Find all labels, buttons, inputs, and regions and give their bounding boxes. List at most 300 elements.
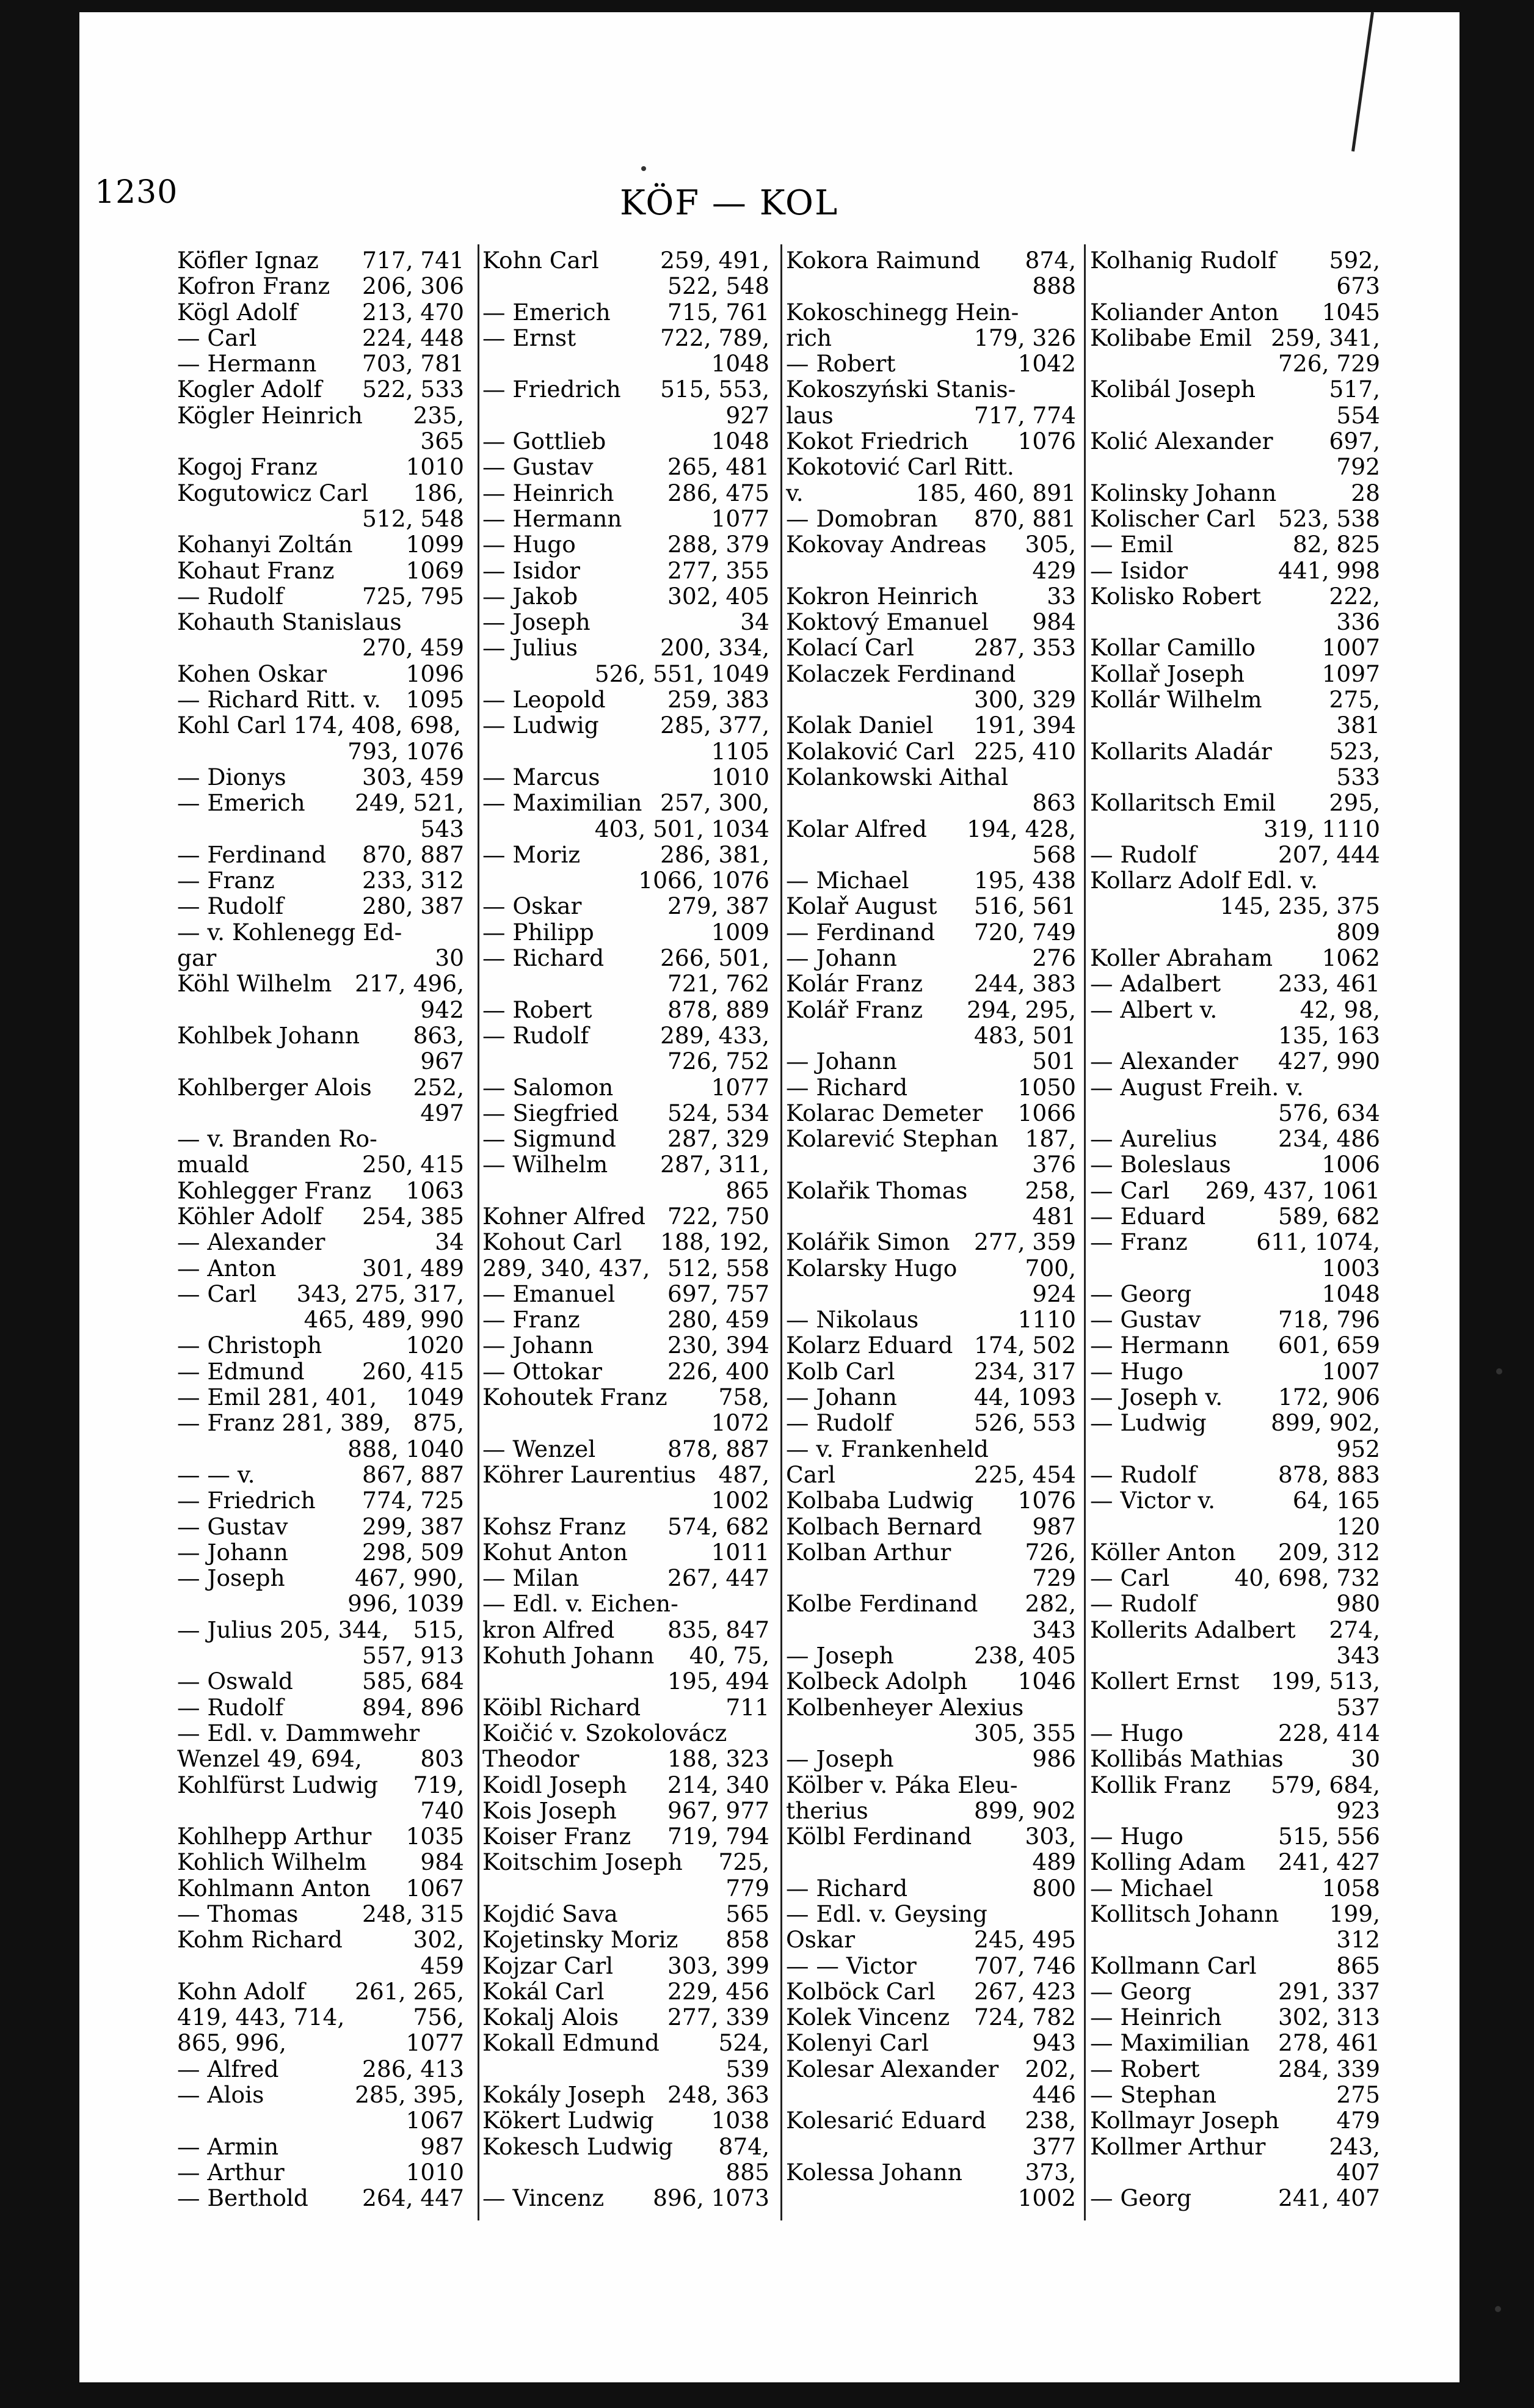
entry-name: Kolić Alexander [1090, 428, 1273, 455]
index-entry [177, 1410, 464, 1436]
entry-pages: 874, [1025, 247, 1076, 274]
speck [641, 166, 646, 171]
index-entry [482, 2004, 769, 2030]
index-entry [482, 480, 769, 506]
entry-name: — Rudolf [1090, 1461, 1197, 1488]
index-entry [177, 1229, 464, 1255]
index-entry [177, 1307, 464, 1332]
index-entry [1090, 2185, 1380, 2211]
index-entry [1090, 1823, 1380, 1849]
entry-pages: 295, [1329, 789, 1380, 817]
index-entry [177, 1100, 464, 1126]
index-entry [786, 1849, 1076, 1875]
entry-pages: 172, 906 [1278, 1384, 1380, 1411]
index-entry [1090, 893, 1380, 919]
entry-pages: 1062 [1321, 944, 1380, 972]
entry-name: — Rudolf [786, 1409, 893, 1437]
entry-name: Kokoschinegg Hein- [786, 298, 1019, 326]
entry-name: — Wilhelm [482, 1151, 608, 1178]
entry-name: Kollař Joseph [1090, 660, 1245, 687]
index-entry [482, 1695, 769, 1720]
index-entry [482, 1023, 769, 1048]
entry-pages: 894, 896 [362, 1693, 464, 1721]
index-entry [1090, 299, 1380, 325]
entry-name: gar [177, 944, 217, 972]
entry-name: Kogutowicz Carl [177, 479, 369, 506]
entry-name: — Hugo [1090, 1357, 1183, 1385]
entry-name: Kokály Joseph [482, 2081, 645, 2109]
index-entry [1090, 919, 1380, 945]
entry-name: Kogoj Franz [177, 453, 318, 481]
entry-pages: 185, 460, 891 [915, 479, 1076, 506]
index-entry [177, 842, 464, 867]
entry-name: Kohauth Stanislaus [177, 608, 402, 636]
index-entry [482, 1462, 769, 1487]
index-entry [177, 454, 464, 480]
index-entry [786, 1720, 1076, 1746]
entry-pages: 303, 459 [362, 763, 464, 790]
index-entry [177, 376, 464, 402]
index-entry [786, 247, 1076, 273]
entry-name: 865, 996, [177, 2029, 286, 2057]
entry-name: Kojzar Carl [482, 1952, 614, 1979]
index-entry [177, 1048, 464, 1074]
index-entry [177, 273, 464, 299]
index-entry [177, 1979, 464, 2004]
entry-name: — Alexander [1090, 1048, 1238, 1075]
index-entry [177, 531, 464, 557]
entry-name: Kollaritsch Emil [1090, 789, 1276, 817]
index-entry [1090, 1668, 1380, 1694]
page-edge-line [1351, 12, 1374, 151]
entry-pages: 407 [1336, 2158, 1380, 2186]
entry-name: — Johann [786, 1384, 897, 1411]
entry-name: — v. Branden Ro- [177, 1125, 377, 1153]
index-entry [177, 480, 464, 506]
index-entry [482, 919, 769, 945]
index-entry [1090, 609, 1380, 635]
index-entry [177, 506, 464, 531]
index-entry [177, 2004, 464, 2030]
index-entry [482, 1359, 769, 1384]
entry-pages: 875, [413, 1409, 464, 1437]
entry-name: — Maximilian [1090, 2029, 1250, 2057]
index-entry [1090, 1565, 1380, 1591]
index-entry [482, 2082, 769, 2107]
entry-pages: 943 [1032, 2029, 1076, 2057]
index-entry [1090, 1023, 1380, 1048]
entry-pages: 984 [1032, 608, 1076, 636]
entry-name: — Wenzel [482, 1435, 596, 1462]
index-entry [786, 2082, 1076, 2107]
entry-pages: 1095 [405, 686, 464, 713]
entry-name: Kolarsky Hugo [786, 1254, 958, 1282]
entry-pages: 888 [1032, 272, 1076, 300]
index-entry [786, 531, 1076, 557]
index-entry [786, 790, 1076, 815]
index-entry [177, 1953, 464, 1979]
entry-name: Koktový Emanuel [786, 608, 989, 636]
entry-pages: 1063 [405, 1177, 464, 1204]
index-entry [1090, 1462, 1380, 1487]
entry-name: — Philipp [482, 918, 594, 946]
entry-pages: 1007 [1321, 1357, 1380, 1385]
entry-name: — Franz [482, 1306, 580, 1334]
index-entry [1090, 1695, 1380, 1720]
entry-pages: 365 [420, 428, 464, 455]
entry-pages: 286, 413 [362, 2055, 464, 2082]
entry-pages: 228, 414 [1278, 1719, 1380, 1746]
entry-pages: 497 [420, 1099, 464, 1126]
entry-name: — Alfred [177, 2055, 279, 2082]
entry-name: Kokesch Ludwig [482, 2133, 673, 2160]
entry-pages: 287, 311, [660, 1151, 769, 1178]
index-entry [786, 997, 1076, 1023]
entry-pages: 1076 [1017, 1487, 1076, 1514]
entry-pages: 287, 329 [667, 1125, 769, 1153]
index-entry [1090, 2030, 1380, 2056]
index-entry [1090, 506, 1380, 531]
entry-pages: 373, [1025, 2158, 1076, 2186]
entry-name: Kojetinsky Moriz [482, 1926, 678, 1954]
index-entry [786, 351, 1076, 376]
entry-pages: 489 [1032, 1848, 1076, 1876]
entry-name: — Richard [482, 944, 605, 972]
entry-pages: 287, 353 [974, 634, 1076, 662]
index-entry [786, 893, 1076, 919]
entry-name: — Richard [786, 1073, 908, 1101]
index-entry [482, 609, 769, 635]
index-entry [786, 661, 1076, 687]
entry-pages: 282, [1025, 1590, 1076, 1618]
entry-name: Kokalj Alois [482, 2004, 619, 2031]
index-entry [1090, 273, 1380, 299]
entry-name: Kolenyi Carl [786, 2029, 929, 2057]
entry-name: Theodor [482, 1745, 580, 1773]
entry-pages: 1105 [711, 737, 769, 765]
index-entry [177, 609, 464, 635]
entry-name: — Maximilian [482, 789, 642, 817]
entry-pages: 800 [1032, 1874, 1076, 1902]
index-entry [482, 1953, 769, 1979]
index-entry [482, 712, 769, 738]
entry-pages: 899, 902, [1271, 1409, 1380, 1437]
entry-pages: 1007 [1321, 634, 1380, 662]
entry-name: — Joseph [786, 1745, 894, 1773]
entry-name: — v. Frankenheld [786, 1435, 989, 1462]
index-entry [1090, 635, 1380, 660]
entry-pages: 376 [1032, 1151, 1076, 1178]
entry-pages: 191, 394 [974, 712, 1076, 739]
index-entry [786, 1514, 1076, 1539]
index-column-1 [177, 247, 464, 2217]
index-entry [177, 1384, 464, 1410]
index-entry [482, 1668, 769, 1694]
index-entry [1090, 687, 1380, 712]
entry-pages: 721, 762 [667, 970, 769, 998]
entry-pages: 1003 [1321, 1254, 1380, 1282]
entry-pages: 120 [1336, 1512, 1380, 1540]
entry-pages: 809 [1336, 918, 1380, 946]
entry-name: — — v. [177, 1461, 255, 1488]
index-entry [482, 1720, 769, 1746]
index-entry [177, 247, 464, 273]
index-entry [1090, 1849, 1380, 1875]
entry-pages: 720, 749 [974, 918, 1076, 946]
entry-name: Koičić v. Szokolovácz [482, 1719, 727, 1746]
entry-name: Kögl Adolf [177, 298, 298, 326]
index-entry [1090, 1074, 1380, 1100]
entry-pages: 135, 163 [1278, 1021, 1380, 1049]
index-entry [482, 1927, 769, 1952]
index-entry [482, 1539, 769, 1565]
index-entry [177, 1203, 464, 1229]
entry-name: Kokall Edmund [482, 2029, 660, 2057]
entry-name: Kohlhepp Arthur [177, 1823, 372, 1850]
entry-name: Kolař August [786, 892, 937, 920]
entry-name: — Heinrich [482, 479, 614, 506]
entry-name: Kohaut Franz [177, 556, 335, 584]
entry-pages: 592, [1329, 247, 1380, 274]
entry-name: — Rudolf [482, 1021, 589, 1049]
entry-pages: 275, [1329, 686, 1380, 713]
entry-pages: 222, [1329, 582, 1380, 610]
entry-pages: 516, 561 [974, 892, 1076, 920]
entry-name: — Franz 281, 389, [177, 1409, 391, 1437]
entry-pages: 512, 558 [667, 1254, 769, 1282]
entry-pages: 487, [718, 1461, 769, 1488]
index-entry [482, 842, 769, 867]
index-entry [482, 1617, 769, 1643]
entry-name: Kolbaba Ludwig [786, 1487, 974, 1514]
index-entry [786, 739, 1076, 764]
entry-pages: 1049 [405, 1384, 464, 1411]
entry-pages: 942 [420, 996, 464, 1023]
index-entry [177, 299, 464, 325]
index-entry [482, 1074, 769, 1100]
entry-name: Kolbach Bernard [786, 1512, 983, 1540]
entry-pages: 923 [1336, 1797, 1380, 1824]
index-entry [1090, 1203, 1380, 1229]
index-entry [177, 1720, 464, 1746]
index-entry [786, 1410, 1076, 1436]
index-entry [177, 1565, 464, 1591]
entry-pages: 1066 [1017, 1099, 1076, 1126]
entry-name: Carl [786, 1461, 835, 1488]
entry-pages: 576, 634 [1278, 1099, 1380, 1126]
entry-pages: 1058 [1321, 1874, 1380, 1902]
index-entry [482, 1332, 769, 1358]
entry-name: Oskar [786, 1926, 855, 1954]
entry-name: Kollibás Mathias [1090, 1745, 1284, 1773]
entry-name: Kohlberger Alois [177, 1073, 372, 1101]
entry-pages: 717, 774 [974, 401, 1076, 429]
index-entry [786, 403, 1076, 428]
entry-pages: 286, 475 [667, 479, 769, 506]
index-entry [786, 712, 1076, 738]
entry-name: Kokora Raimund [786, 247, 981, 274]
entry-pages: 34 [435, 1228, 464, 1256]
entry-name: Köfler Ignaz [177, 247, 319, 274]
entry-name: Koiser Franz [482, 1823, 631, 1850]
entry-pages: 726, 729 [1278, 350, 1380, 378]
index-entry [177, 1151, 464, 1177]
entry-name: Kolb Carl [786, 1357, 895, 1385]
entry-name: — Michael [1090, 1874, 1213, 1902]
entry-pages: 186, [413, 479, 464, 506]
index-entry [786, 1695, 1076, 1720]
entry-pages: 217, 496, [355, 970, 464, 998]
entry-name: Kolařik Thomas [786, 1177, 968, 1204]
index-entry [786, 454, 1076, 480]
entry-pages: 441, 998 [1278, 556, 1380, 584]
entry-name: — Jakob [482, 582, 578, 610]
entry-name: Kohm Richard [177, 1926, 343, 1954]
entry-name: Kollar Camillo [1090, 634, 1256, 662]
entry-name: Kois Joseph [482, 1797, 617, 1824]
entry-name: — Carl [177, 324, 257, 351]
entry-name: therius [786, 1797, 868, 1824]
entry-name: Kolibabe Emil [1090, 324, 1252, 351]
entry-name: — Emerich [177, 789, 305, 817]
entry-name: — Rudolf [1090, 841, 1197, 868]
entry-name: — Ferdinand [786, 918, 936, 946]
entry-name: Kolak Daniel [786, 712, 934, 739]
entry-name: — Nikolaus [786, 1306, 919, 1334]
entry-name: Kojdić Sava [482, 1900, 618, 1927]
entry-name: Kolár Franz [786, 970, 923, 998]
index-entry [482, 454, 769, 480]
entry-pages: 515, 553, [660, 376, 769, 403]
entry-pages: 233, 312 [362, 867, 464, 894]
entry-pages: 145, 235, 375 [1220, 892, 1380, 920]
index-entry [177, 583, 464, 609]
entry-pages: 1077 [711, 505, 769, 532]
index-entry [1090, 351, 1380, 376]
index-entry [786, 1746, 1076, 1771]
entry-pages: 266, 501, [660, 944, 769, 972]
entry-pages: 174, 502 [974, 1332, 1076, 1359]
index-entry [786, 1229, 1076, 1255]
index-entry [482, 971, 769, 996]
entry-pages: 299, 387 [362, 1512, 464, 1540]
entry-pages: 244, 383 [974, 970, 1076, 998]
entry-name: — Carl [1090, 1177, 1170, 1204]
entry-pages: 774, 725 [362, 1487, 464, 1514]
entry-name: — Edmund [177, 1357, 305, 1385]
entry-name: — Leopold [482, 686, 606, 713]
entry-pages: 863 [1032, 789, 1076, 817]
entry-name: Kolesar Alexander [786, 2055, 999, 2082]
index-entry [177, 1487, 464, 1513]
entry-pages: 238, [1025, 2107, 1076, 2134]
entry-name: — Friedrich [177, 1487, 316, 1514]
entry-name: Kollár Wilhelm [1090, 686, 1262, 713]
entry-name: muald [177, 1151, 250, 1178]
entry-name: — Armin [177, 2133, 279, 2160]
index-entry [786, 1281, 1076, 1307]
index-entry [177, 790, 464, 815]
entry-name: — Joseph [177, 1564, 285, 1592]
entry-pages: 501 [1032, 1048, 1076, 1075]
index-entry [1090, 1617, 1380, 1643]
index-entry [786, 687, 1076, 712]
entry-pages: 258, [1025, 1177, 1076, 1204]
entry-name: — Siegfried [482, 1099, 619, 1126]
entry-name: Kolbe Ferdinand [786, 1590, 978, 1618]
entry-name: Kollerits Adalbert [1090, 1616, 1296, 1643]
index-entry [482, 2159, 769, 2185]
entry-name: — Vincenz [482, 2184, 605, 2212]
entry-pages: 267, 447 [667, 1564, 769, 1592]
index-entry [482, 299, 769, 325]
entry-name: — Robert [1090, 2055, 1200, 2082]
index-entry [177, 816, 464, 842]
entry-pages: 574, 682 [667, 1512, 769, 1540]
entry-pages: 40, 75, [689, 1642, 769, 1669]
entry-pages: 277, 339 [667, 2004, 769, 2031]
index-entry [1090, 739, 1380, 764]
entry-pages: 512, 548 [362, 505, 464, 532]
index-entry [482, 1384, 769, 1410]
entry-pages: 303, [1025, 1823, 1076, 1850]
entry-pages: 1009 [711, 918, 769, 946]
index-entry [482, 583, 769, 609]
index-entry [482, 351, 769, 376]
entry-pages: 279, 387 [667, 892, 769, 920]
index-entry [177, 1823, 464, 1849]
index-entry [177, 428, 464, 454]
entry-pages: 1067 [405, 1874, 464, 1902]
entry-pages: 248, 363 [667, 2081, 769, 2109]
entry-name: Kolling Adam [1090, 1848, 1246, 1876]
entry-name: Kohn Adolf [177, 1977, 305, 2005]
entry-pages: 537 [1336, 1693, 1380, 1721]
entry-pages: 289, 433, [660, 1021, 769, 1049]
index-entry [786, 919, 1076, 945]
entry-name: — Berthold [177, 2184, 308, 2212]
index-entry [786, 945, 1076, 971]
entry-pages: 305, 355 [974, 1719, 1076, 1746]
index-entry [482, 1746, 769, 1771]
entry-pages: 275 [1336, 2081, 1380, 2109]
entry-name: rich [786, 324, 832, 351]
entry-pages: 740 [420, 1797, 464, 1824]
index-entry [1090, 1255, 1380, 1281]
index-entry [786, 635, 1076, 660]
entry-pages: 188, 192, [660, 1228, 769, 1256]
entry-name: Kögler Heinrich [177, 401, 363, 429]
index-entry [482, 816, 769, 842]
index-entry [482, 867, 769, 893]
index-entry [177, 2159, 464, 2185]
index-entry [786, 2185, 1076, 2211]
entry-pages: 792 [1336, 453, 1380, 481]
index-entry [1090, 2056, 1380, 2082]
entry-pages: 214, 340 [667, 1771, 769, 1798]
entry-name: Kolaczek Ferdinand [786, 660, 1016, 687]
entry-name: — Friedrich [482, 376, 621, 403]
entry-pages: 865 [725, 1177, 769, 1204]
index-entry [482, 635, 769, 660]
entry-pages: 199, [1329, 1900, 1380, 1927]
entry-name: — Michael [786, 867, 909, 894]
entry-pages: 568 [1032, 841, 1076, 868]
index-entry [482, 945, 769, 971]
entry-name: Kolisko Robert [1090, 582, 1262, 610]
entry-pages: 30 [435, 944, 464, 972]
entry-pages: 1048 [711, 350, 769, 378]
